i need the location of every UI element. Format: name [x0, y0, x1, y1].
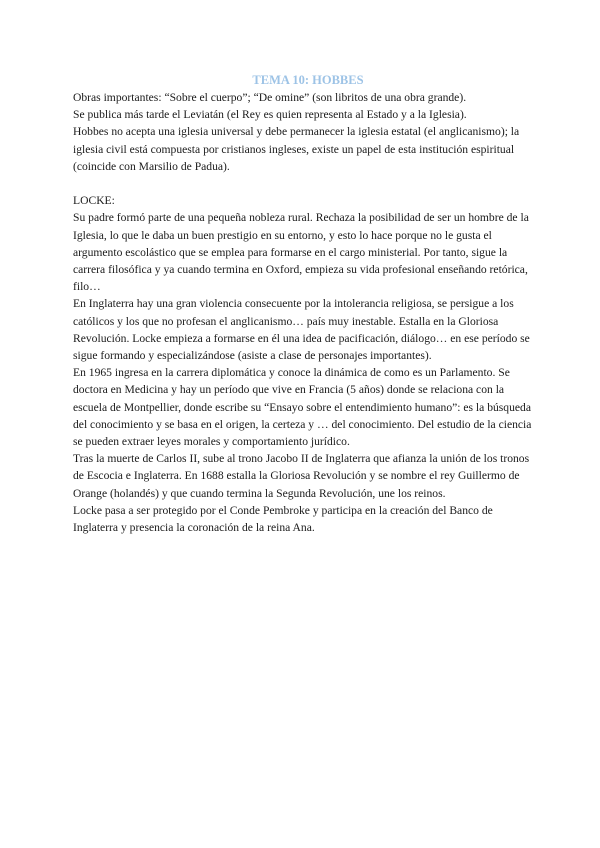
locke-paragraph-pembroke: Locke pasa a ser protegido por el Conde Pembroke y participa en la creación del Banco de Inglaterra y presencia la coronación de la reina Ana. — [73, 503, 493, 535]
locke-paragraph-diplomacy: En 1965 ingresa en la carrera diplomática y conoce la dinámica de como es un Parlamento. Se doctora en Medicina y hay un período que vive en Francia (5 años) donde se relaciona con la escuela de Montpellier, donde escribe su “Ensayo sobre el entendimiento humano”: es la búsqueda del conocimiento y se basa en el origen, la certeza y … del conocimiento. Del estudio de la ciencia se pueden extraer leyes morales y comportamiento jurídico. — [73, 366, 532, 449]
section-spacer — [73, 175, 533, 192]
locke-section — [73, 192, 533, 536]
locke-paragraph-succession: Tras la muerte de Carlos II, sube al trono Jacobo II de Inglaterra que afianza la unión de los tronos de Escocia e Inglaterra. En 1688 estalla la Gloriosa Revolución y se nombre el rey Guillermo de Orange (holandés) y que cuando termina la Segunda Revolución, une los reinos. — [73, 452, 530, 500]
hobbes-section — [73, 89, 533, 175]
locke-paragraph-origins: Su padre formó parte de una pequeña nobleza rural. Rechaza la posibilidad de ser un hombre de la Iglesia, lo que le daba un buen prestigio en su entorno, y esto lo hace porque no le gusta el argumento escolástico que se emplea para formarse en el cargo ministerial. Por tanto, sigue la carrera filosófica y ya cuando termina en Oxford, empieza su vida profesional enseñando retórica, filo… — [73, 211, 529, 294]
hobbes-paragraph-leviatan: Se publica más tarde el Leviatán (el Rey es quien representa al Estado y a la Iglesia). — [73, 108, 467, 122]
hobbes-paragraph-church: Hobbes no acepta una iglesia universal y debe permanecer la iglesia estatal (el anglicanismo); la iglesia civil está compuesta por cristianos ingleses, existe un papel de esta institución espiritual (coincide con Marsilio de Padua). — [73, 125, 520, 173]
document-body — [73, 72, 533, 536]
hobbes-paragraph-works: Obras importantes: “Sobre el cuerpo”; “De omine” (son libritos de una obra grande). — [73, 91, 467, 104]
locke-heading: LOCKE: — [73, 194, 115, 208]
document-title: TEMA 10: HOBBES — [252, 73, 364, 87]
locke-paragraph-england: En Inglaterra hay una gran violencia consecuente por la intolerancia religiosa, se persigue a los católicos y los que no profesan el anglicanismo… país muy inestable. Estalla en la Gloriosa Revolución. Locke empieza a formarse en él una idea de pacificación, diálogo… en ese período se sigue formando y especializándose (asiste a clase de personajes importantes). — [73, 297, 530, 363]
